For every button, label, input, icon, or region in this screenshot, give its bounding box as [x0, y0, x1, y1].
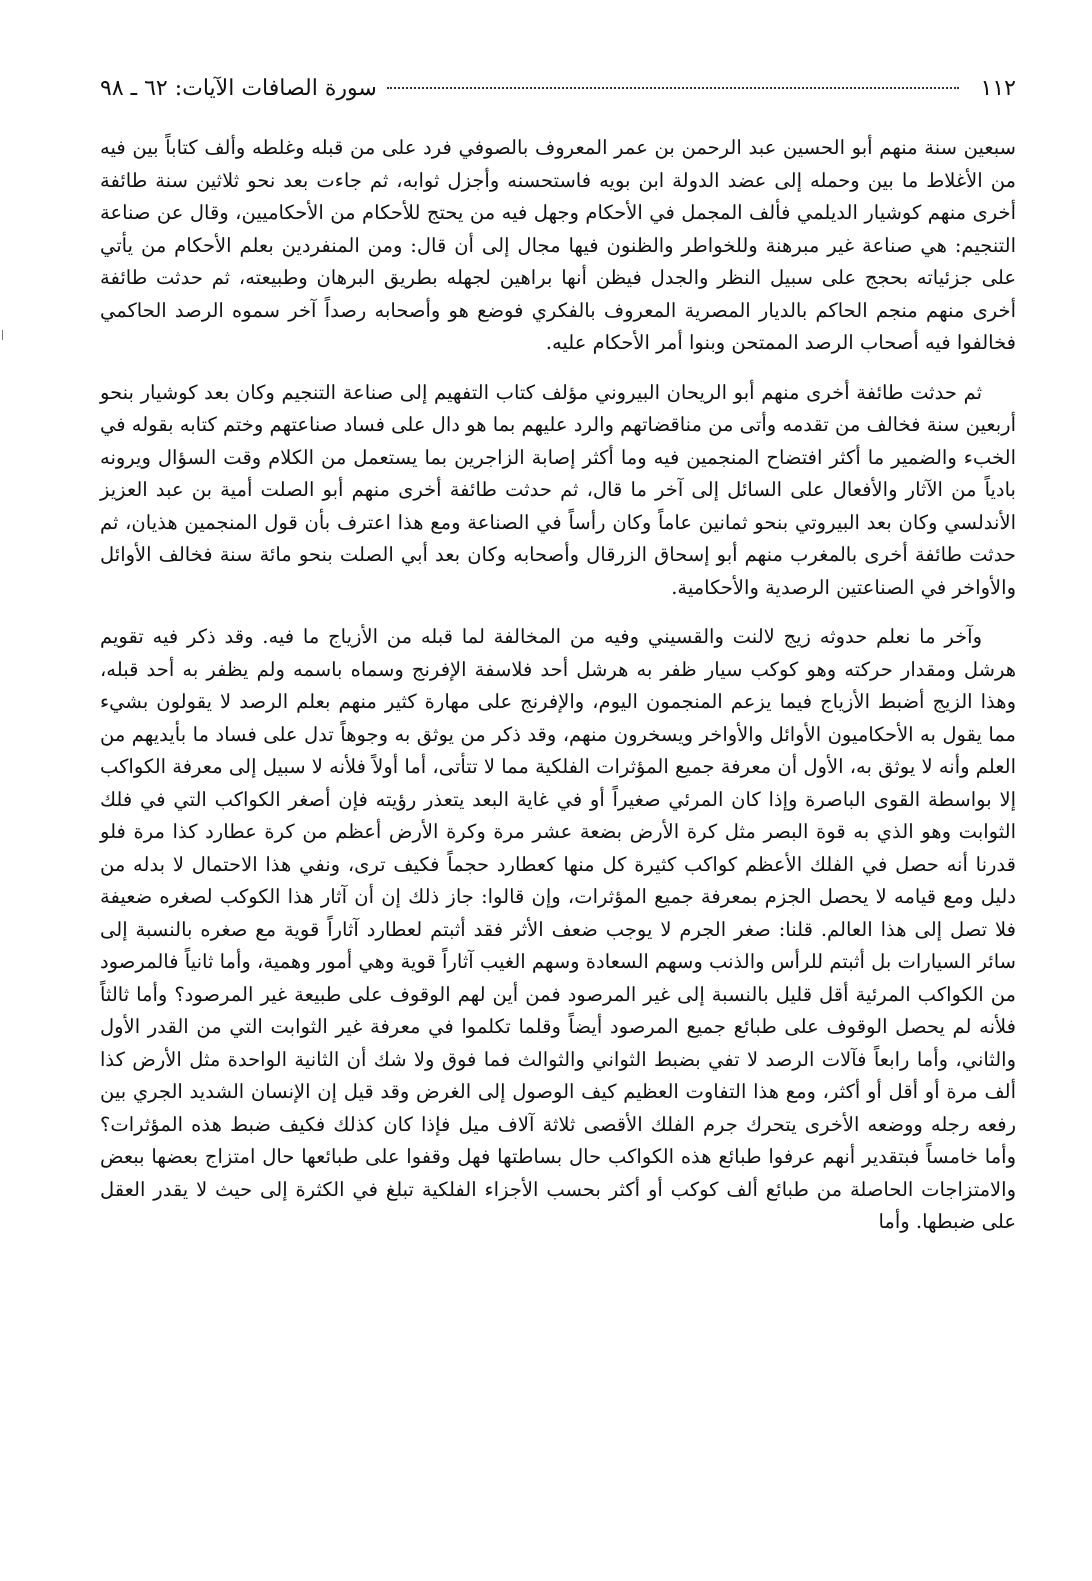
paragraph-2: ثم حدثت طائفة أخرى منهم أبو الريحان البيروني مؤلف كتاب التفهيم إلى صناعة التنجيم وكان بعد كوشيار بنحو أربعين سنة فخالف من تقدمه وأتى من مناقضاتهم والرد عليهم بما هو دال على فساد صناعتهم وختم كتابه بقوله في الخبء والضمير ما أكثر افتضاح المنجمين فيه وما أكثر إصابة الزاجرين بما يستعمل من الكلام وقت السؤال ويرونه بادياً من الآثار والأفعال على السائل إلى آخر ما قال، ثم حدثت طائفة أخرى منهم أبو الصلت أمية بن عبد العزيز الأندلسي وكان بعد البيروتي بنحو ثمانين عاماً وكان رأساً في الصناعة ومع هذا اعترف بأن قول المنجمين هذيان، ثم حدثت طائفة أخرى بالمغرب منهم أبو إسحاق الزرقال وأصحابه وكان بعد أبي الصلت بنحو مائة سنة فخالف الأوائل والأواخر في الصناعتين الرصدية والأحكامية. [100, 380, 1016, 599]
running-header-title: سورة الصافات الآيات: ٦٢ ـ ٩٨ [100, 76, 377, 101]
running-header [100, 76, 1016, 110]
body-text [100, 132, 1016, 1239]
paragraph-3: وآخر ما نعلم حدوثه زيج لالنت والقسيني وفيه من المخالفة لما قبله من الأزياج ما فيه. وقد ذكر فيه تقويم هرشل ومقدار حركته وهو كوكب سيار ظفر به هرشل أحد فلاسفة الإفرنج وسماه باسمه ولم يظفر به أحد قبله، وهذا الزيج أضبط الأزياج فيما يزعم المنجمون اليوم، والإفرنج على مهارة كثير منهم بعلم الرصد لا يقولون بشيء مما يقول به الأحكاميون الأوائل والأواخر ويسخرون منهم، وقد ذكر من يوثق به وجوهاً تدل على فساد ما بأيديهم من العلم وأنه لا يوثق به، الأول أن معرفة جميع المؤثرات الفلكية مما لا تتأتى، أما أولاً فلأنه لا سبيل إلى معرفة الكواكب إلا بواسطة القوى الباصرة وإذا كان المرئي صغيراً أو في غاية البعد يتعذر رؤيته فإن أصغر الكواكب التي في فلك الثوابت وهو الذي به قوة البصر مثل كرة الأرض بضعة عشر مرة وكرة الأرض أعظم من كرة عطارد كذا مرة فلو قدرنا أنه حصل في الفلك الأعظم كواكب كثيرة كل منها كعطارد حجماً فكيف ترى، ونفي هذا الاحتمال لا بدله من دليل ومع قيامه لا يحصل الجزم بمعرفة جميع المؤثرات، وإن قالوا: جاز ذلك إن أن آثار هذا الكوكب لصغره ضعيفة فلا تصل إلى هذا العالم. قلنا: صغر الجرم لا يوجب ضعف الأثر فقد أثبتم لعطارد آثاراً قوية مع صغره بالنسبة إلى سائر السيارات بل أثبتم للرأس والذنب وسهم السعادة وسهم الغيب آثاراً قوية وهي أمور وهمية، وأما ثانياً فالمرصود من الكواكب المرئية أقل قليل بالنسبة إلى غير المرصود فمن أين لهم الوقوف على طبيعة غير المرصود؟ وأما ثالثاً فلأنه لم يحصل الوقوف على طبائع جميع المرصود أيضاً وقلما تكلموا في معرفة غير الثوابت التي من القدر الأول والثاني، وأما رابعاً فآلات الرصد لا تفي بضبط الثواني والثوالث فما فوق ولا شك أن الثانية الواحدة مثل الأرض كذا ألف مرة أو أقل أو أكثر، ومع هذا التفاوت العظيم كيف الوصول إلى الغرض وقد قيل إن الإنسان الشديد الجري بين رفعه رجله ووضعه الأخرى يتحرك جرم الفلك الأقصى ثلاثة آلاف ميل فإذا كان كذلك فكيف ضبط هذه المؤثرات؟ وأما خامساً فبتقدير أنهم عرفوا طبائع هذه الكواكب حال بساطتها فهل وقفوا على طبائعها حال امتزاج بعضها ببعض والامتزاجات الحاصلة من طبائع ألف كوكب أو أكثر بحسب الأجزاء الفلكية تبلغ في الكثرة إلى حيث لا يقدر العقل على ضبطها. وأما [100, 625, 1016, 1233]
scan-margin-mark [2, 330, 3, 340]
page-number: ١١٢ [980, 76, 1016, 101]
header-dot-leader [387, 87, 959, 89]
paragraph-1: سبعين سنة منهم أبو الحسين عبد الرحمن بن عمر المعروف بالصوفي فرد على من قبله وغلطه وألف كتاباً بين فيه من الأغلاط ما بين وحمله إلى عضد الدولة ابن بويه فاستحسنه وأجزل ثوابه، ثم جاءت بعد نحو ثلاثين سنة طائفة أخرى منهم كوشيار الديلمي فألف المجمل في الأحكام وجهل فيه من يحتج للأحكام من الأحكاميين، وقال عن صناعة التنجيم: هي صناعة غير مبرهنة وللخواطر والظنون فيها مجال إلى أن قال: ومن المنفردين بعلم الأحكام من يأتي على جزئياته بحجج على سبيل النظر والجدل فيظن أنها براهين لجهله بطريق البرهان وطبيعته، ثم حدثت طائفة أخرى منهم منجم الحاكم بالديار المصرية المعروف بالفكري فوضع هو وأصحابه رصداً آخر سموه الرصد الحاكمي فخالفوا فيه أصحاب الرصد الممتحن وبنوا أمر الأحكام عليه. [100, 136, 1016, 354]
